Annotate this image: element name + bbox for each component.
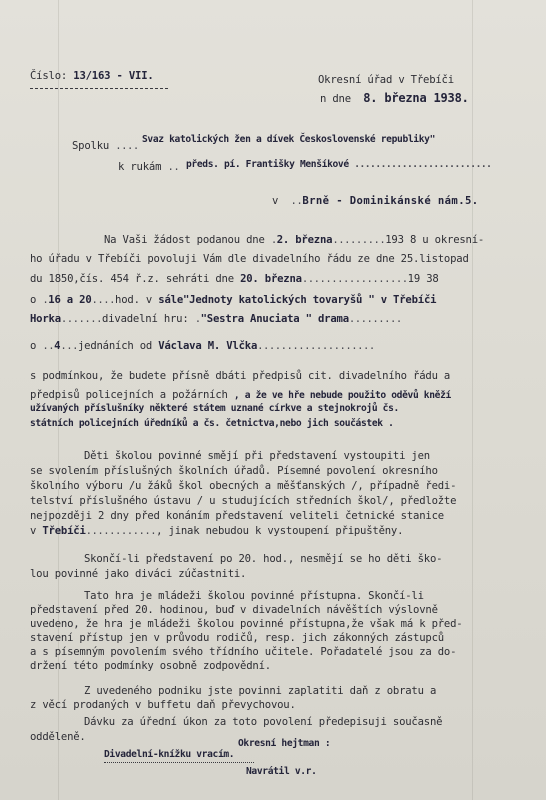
body-line-3: du 1850,čís. 454 ř.z. sehráti dne 20. března..................19 38 — [30, 273, 439, 285]
booklet-returned-note: Divadelní-knížku vracím. — [104, 749, 235, 760]
body-line-8: předpisů policejních a požárních , a že ve hře nebude použito oděvů kněží — [30, 389, 451, 401]
spolku-label: Spolku .... — [72, 140, 139, 152]
children-paragraph-line-3: školního výboru /u žáků škol obecných a měšťanských /, případně ředi- — [30, 480, 457, 492]
district-governor-title: Okresní hejtman : — [238, 738, 331, 749]
body-line-5: Horka.......divadelní hru: ."Sestra Anuciata " drama......... — [30, 313, 402, 325]
rukam-label: k rukám .. — [118, 161, 180, 173]
children-paragraph-line-5: nejpozději 2 dny před konáním představení veliteli četnické stanice — [30, 510, 444, 522]
body-line-7: s podmínkou, že budete přísně dbáti předpisů cit. divadelního řádu a — [30, 370, 451, 382]
document-date: n dne 8. března 1938. — [320, 91, 469, 105]
children-paragraph-line-4: telství příslušného ústavu / u studujících středních škol/, předložte — [30, 495, 457, 507]
tax-line-2: z věcí prodaných v buffetu daň převychovou. — [30, 699, 296, 711]
children-paragraph-line-6: v Třebíči............, jinak nebudou k vystoupení připuštěny. — [30, 525, 404, 537]
tax-line-1: Z uvedeného podniku jste povinni zaplatiti daň z obratu a — [84, 685, 437, 697]
body-line-9: užívaných příslušníky některé státem uznané církve a stejnokrojů čs. — [30, 403, 399, 414]
children-paragraph-line-2: se svolením příslušných školních úřadů. Písemné povolení okresního — [30, 465, 438, 477]
youth-access-line-3: uvedeno, že hra je mládeži školou povinné přístupna,že však má k před- — [30, 618, 463, 630]
paper-margin-line — [472, 0, 473, 800]
reference-underline — [30, 88, 168, 89]
body-line-2: ho úřadu v Třebíči povoluji Vám dle divadelního řádu ze dne 25.listopad — [30, 253, 469, 265]
booklet-note-underline — [104, 762, 254, 763]
association-name: Svaz katolických žen a dívek Československé republiky" — [142, 134, 436, 145]
youth-access-line-4: stavení přístup jen v průvodu rodičů, resp. jich zákonných zástupců — [30, 632, 444, 644]
body-line-4: o .16 a 20....hod. v sále"Jednoty katolických tovaryšů " v Třebíči — [30, 294, 437, 306]
youth-access-line-6: držení této podmínky osobně zodpovědní. — [30, 660, 271, 672]
late-show-line-1: Skončí-li představení po 20. hod., nesmějí se ho děti ško- — [84, 553, 443, 565]
fee-line-1: Dávku za úřední úkon za toto povolení předepisuji současně — [84, 716, 443, 728]
youth-access-line-5: a s písemným povolením svého třídního učitele. Pořadatelé jsou za do- — [30, 646, 457, 658]
reference-number: Číslo: 13/163 - VII. — [30, 70, 154, 82]
children-paragraph-line-1: Děti školou povinné smějí při představení vystoupiti jen — [84, 450, 430, 462]
youth-access-line-1: Tato hra je mládeži školou povinné přístupna. Skončí-li — [84, 590, 424, 602]
body-line-6: o ..4...jednáních od Václava M. Vlčka.................... — [30, 340, 375, 352]
body-line-10: státních policejních úředníků a čs. četnictva,nebo jich součástek . — [30, 418, 394, 429]
fee-line-2: odděleně. — [30, 731, 86, 743]
office-name: Okresní úřad v Třebíči — [318, 74, 454, 86]
youth-access-line-2: představení před 20. hodinou, buď v divadelních návěštích výslovně — [30, 604, 438, 616]
city-line: v ..Brně - Dominikánské nám.5. — [272, 195, 479, 207]
late-show-line-2: lou povinné jako diváci zúčastniti. — [30, 568, 247, 580]
signature-line: Navrátil v.r. — [246, 766, 317, 777]
recipient-name: předs. pí. Františky Menšíkové .......................... — [186, 159, 492, 170]
body-line-1: Na Vaši žádost podanou dne .2. března.........193 8 u okresní- — [104, 234, 485, 246]
